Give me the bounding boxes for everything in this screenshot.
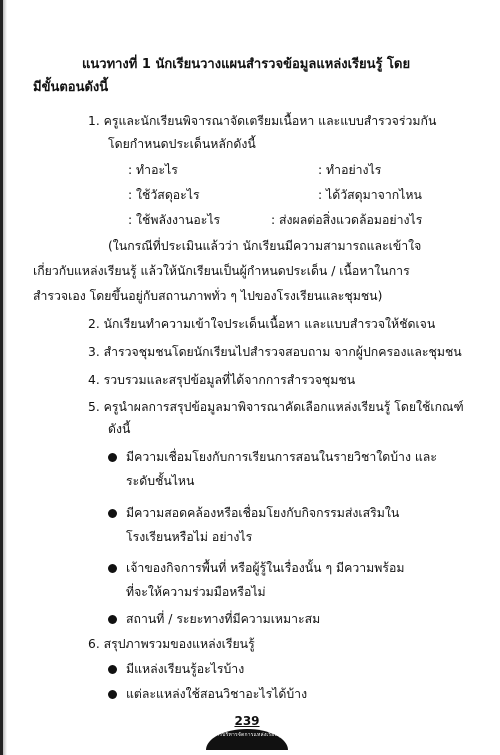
issue-energy: : ใช้พลังงานอะไร xyxy=(128,213,221,227)
bullet-icon xyxy=(108,665,117,674)
issue-material-source: : ได้วัสดุมาจากไหน xyxy=(318,188,422,202)
summary-item-2: แต่ละแหล่งใช้สอนวิชาอะไรได้บ้าง xyxy=(126,687,308,701)
issue-environment: : ส่งผลต่อสิ่งแวดล้อมอย่างไร xyxy=(271,213,423,227)
page-binding-edge xyxy=(0,0,7,755)
bullet-icon xyxy=(108,615,117,624)
bullet-icon xyxy=(108,690,117,699)
issue-what: : ทำอะไร xyxy=(128,163,178,177)
criterion-1-line1: มีความเชื่อมโยงกับการเรียนการสอนในรายวิชาใดบ้าง และ xyxy=(126,450,437,464)
criterion-2-line2: โรงเรียนหรือไม่ อย่างไร xyxy=(126,530,253,544)
page-number: 239 xyxy=(234,714,260,728)
criterion-3-line2: ที่จะให้ความร่วมมือหรือไม่ xyxy=(126,585,266,599)
step-1-line1: 1. ครูและนักเรียนพิจารณาจัดเตรียมเนื้อหา และแบบสำรวจร่วมกัน xyxy=(88,114,437,128)
step-6: 6. สรุปภาพรวมของแหล่งเรียนรู้ xyxy=(88,637,255,651)
criterion-3-line1: เจ้าของกิจการพื้นที่ หรือผู้รู้ในเรื่องนั้น ๆ มีความพร้อม xyxy=(126,561,405,575)
step-4: 4. รวบรวมและสรุปข้อมูลที่ได้จากการสำรวจชุมชน xyxy=(88,373,356,387)
note-line2: เกี่ยวกับแหล่งเรียนรู้ แล้วให้นักเรียนเป็นผู้กำหนดประเด็น / เนื้อหาในการ xyxy=(33,264,410,278)
approach-heading-line2: มีขั้นตอนดังนี้ xyxy=(33,80,109,95)
bullet-icon xyxy=(108,509,117,518)
bullet-icon xyxy=(108,453,117,462)
issue-materials: : ใช้วัสดุอะไร xyxy=(128,188,200,202)
step-3: 3. สำรวจชุมชนโดยนักเรียนไปสำรวจสอบถาม จากผู้ปกครองและชุมชน xyxy=(88,345,462,359)
step-5-line2: ดังนี้ xyxy=(108,422,131,436)
step-2: 2. นักเรียนทำความเข้าใจประเด็นเนื้อหา และแบบสำรวจให้ชัดเจน xyxy=(88,317,436,331)
criterion-2-line1: มีความสอดคล้องหรือเชื่อมโยงกับกิจกรรมส่งเสริมใน xyxy=(126,506,400,520)
note-line3: สำรวจเอง โดยขึ้นอยู่กับสถานภาพทั่ว ๆ ไปของโรงเรียนและชุมชน) xyxy=(33,289,383,303)
approach-heading-line1: แนวทางที่ 1 นักเรียนวางแผนสำรวจข้อมูลแหล่งเรียนรู้ โดย xyxy=(82,57,411,72)
step-1-line2: โดยกำหนดประเด็นหลักดังนี้ xyxy=(108,137,256,151)
criterion-4: สถานที่ / ระยะทางที่มีความเหมาะสม xyxy=(126,612,321,626)
page-footer xyxy=(204,714,290,750)
criterion-1-line2: ระดับชั้นไหน xyxy=(126,474,195,488)
issue-how: : ทำอย่างไร xyxy=(318,163,382,177)
summary-item-1: มีแหล่งเรียนรู้อะไรบ้าง xyxy=(126,662,245,676)
step-5-line1: 5. ครูนำผลการสรุปข้อมูลมาพิจารณาคัดเลือกแหล่งเรียนรู้ โดยใช้เกณฑ์ xyxy=(88,400,464,414)
note-line1: (ในกรณีที่ประเมินแล้วว่า นักเรียนมีความสามารถและเข้าใจ xyxy=(108,239,422,253)
bullet-icon xyxy=(108,564,117,573)
footer-logo-text: การบริหารจัดการแหล่งเรียนรู้ xyxy=(213,732,281,738)
